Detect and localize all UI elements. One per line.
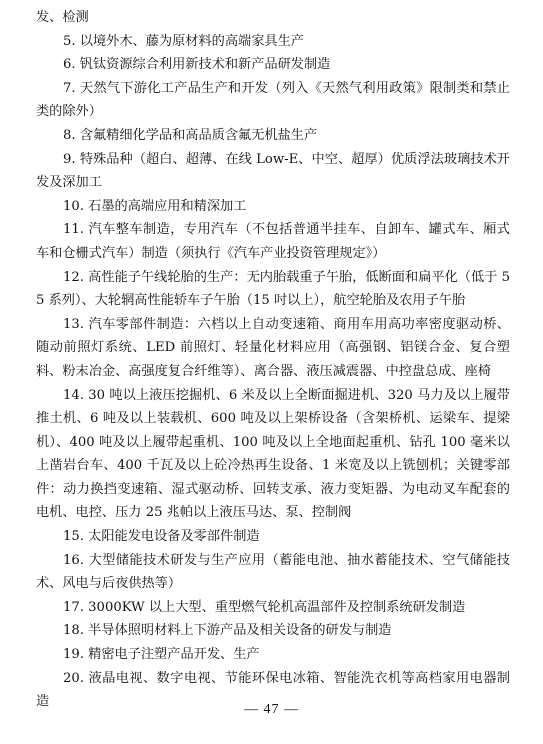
list-item: 6. 钒钛资源综合利用新技术和新产品研发制造 [63, 57, 331, 73]
list-item: 14. 30 吨以上液压挖掘机、6 米及以上全断面掘进机、320 马力及以上履带推土机、6 吨及以上装载机、600 吨及以上架桥设备（含架桥机、运梁车、提梁机）、400 吨及以上履带起重机、100 吨及以上全地面起重机、钻孔 100 毫米以上凿岩台车、400 千瓦及以上砼冷热再生设备、1 米宽及以上铣刨机；关键零部件：动力换挡变速箱、湿式驱动桥、回转支承、液力变矩器、为电动叉车配套的电机、电控、压力 25 兆帕以上液压马达、泵、控制阀 [36, 387, 510, 521]
list-item: 15. 太阳能发电设备及零部件制造 [63, 529, 260, 545]
list-item: 18. 半导体照明材料上下游产品及相关设备的研发与制造 [63, 623, 392, 639]
list-item: 20. 液晶电视、数字电视、节能环保电冰箱、智能洗衣机等高档家用电器制造 [36, 670, 510, 710]
list-item: 5. 以境外木、藤为原材料的高端家具生产 [63, 33, 304, 49]
document-body [36, 6, 510, 714]
list-item: 9. 特殊品种（超白、超薄、在线 Low-E、中空、超厚）优质浮法玻璃技术开发及深加工 [36, 151, 510, 191]
list-item: 8. 含氟精细化学品和高品质含氟无机盐生产 [63, 127, 318, 143]
list-item: 17. 3000KW 以上大型、重型燃气轮机高温部件及控制系统研发制造 [63, 599, 466, 615]
list-item: 11. 汽车整车制造，专用汽车（不包括普通半挂车、自卸车、罐式车、厢式车和仓栅式汽车）制造（须执行《汽车产业投资管理规定》） [36, 222, 510, 261]
page-number: — 47 — [244, 702, 299, 717]
list-item: 13. 汽车零部件制造：六档以上自动变速箱、商用车用高功率密度驱动桥、随动前照灯系统、LED 前照灯、轻量化材料应用（高强钢、铝镁合金、复合塑料、粉末冶金、高强度复合纤维等）、离合器、液压减震器、中控盘总成、座椅 [36, 316, 510, 379]
list-item: 10. 石墨的高端应用和精深加工 [63, 198, 247, 214]
list-item: 19. 精密电子注塑产品开发、生产 [63, 647, 260, 663]
list-item: 7. 天然气下游化工产品生产和开发（列入《天然气利用政策》限制类和禁止类的除外） [36, 80, 510, 120]
list-item: 12. 高性能子午线轮胎的生产：无内胎载重子午胎，低断面和扁平化（低于 55 系列）、大轮辋高性能轿车子午胎（15 吋以上），航空轮胎及农用子午胎 [36, 269, 510, 309]
list-item: 16. 大型储能技术研发与生产应用（蓄能电池、抽水蓄能技术、空气储能技术、风电与后夜供热等） [36, 552, 510, 592]
continuation-text: 发、检测 [36, 10, 89, 25]
